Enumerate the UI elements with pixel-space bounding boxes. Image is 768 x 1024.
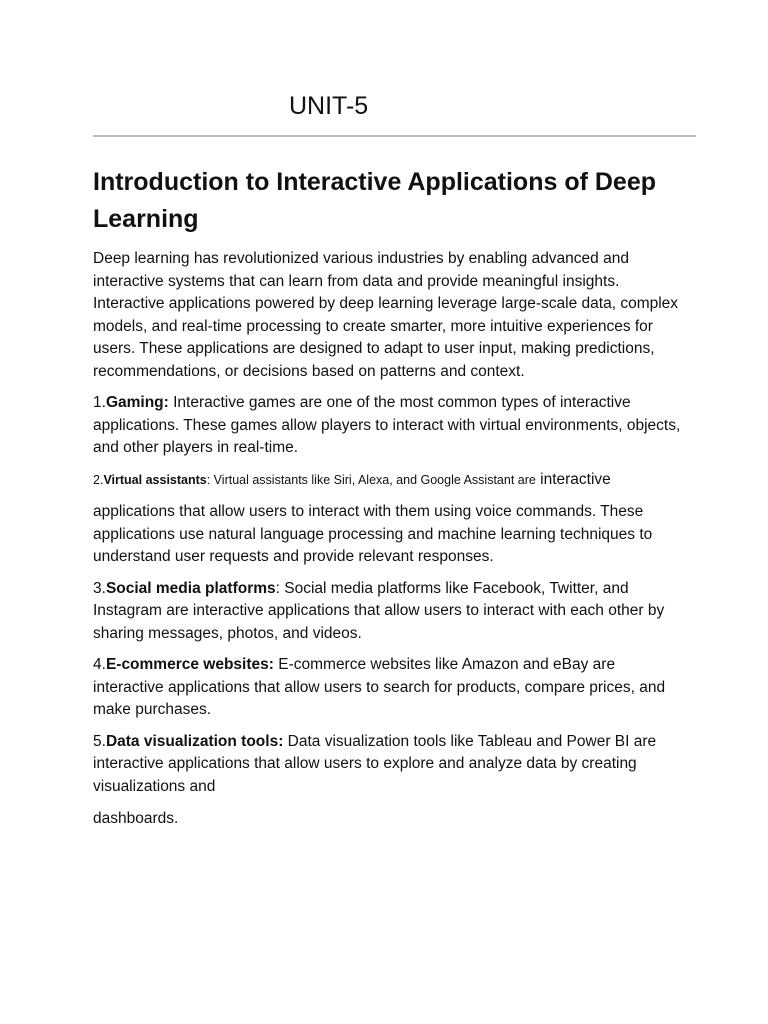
- intro-paragraph: Deep learning has revolutionized various industries by enabling advanced and interactive systems that can learn from data and provide meaningful insights. Interactive applications powered by deep learning leverage large-scale data, complex models, and real-time processing to create smarter, more intuitive experiences for users. These applications are designed to adapt to user input, making predictions, recommendations, or decisions based on patterns and context.: [93, 250, 679, 380]
- item-text: E-commerce websites like Amazon and eBay are interactive applications that allow users to search for products, compare prices, and make purchases.: [93, 656, 666, 718]
- section-heading: Introduction to Interactive Applications of Deep Learning: [93, 168, 657, 233]
- item-number: 3.: [93, 579, 106, 597]
- item-number: 2.: [93, 472, 104, 487]
- item-text: Data visualization tools like Tableau and Power BI are interactive applications that allow users to explore and analyze data by creating visualizations and: [93, 732, 657, 795]
- unit-title: UNIT-5: [289, 92, 369, 120]
- item-text-tail: interactive: [535, 470, 611, 488]
- item-number: 5.: [93, 732, 106, 750]
- item-text: Interactive games are one of the most common types of interactive applications. These games allow players to interact with virtual environments, objects, and other players in real-time.: [93, 394, 681, 456]
- list-item-data-visualization-continued: dashboards.: [93, 810, 179, 827]
- item-term: Gaming:: [105, 394, 169, 411]
- list-item-ecommerce: [93, 654, 683, 722]
- item-text: : Virtual assistants like Siri, Alexa, and Google Assistant are: [206, 472, 536, 487]
- item-number: 1.: [93, 394, 106, 411]
- item-term: E-commerce websites:: [105, 656, 274, 673]
- item-number: 4.: [93, 656, 106, 673]
- horizontal-rule: [93, 135, 696, 137]
- list-item-data-visualization: [93, 731, 683, 799]
- item-term: Data visualization tools:: [105, 732, 284, 750]
- item-term: Virtual assistants: [103, 472, 207, 487]
- list-item-social-media: [93, 578, 683, 646]
- list-item-virtual-assistants-continued: applications that allow users to interact with them using voice commands. These applications use natural language processing and machine learning techniques to understand user requests and provide relevant responses.: [93, 503, 653, 565]
- item-term: Social media platforms: [105, 579, 276, 597]
- list-item-virtual-assistants: [93, 469, 683, 492]
- list-item-gaming: [93, 392, 683, 460]
- document-body: [93, 248, 683, 840]
- item-text: : Social media platforms like Facebook, Twitter, and Instagram are interactive applications that allow users to interact with each other by sharing messages, photos, and videos.: [93, 579, 665, 642]
